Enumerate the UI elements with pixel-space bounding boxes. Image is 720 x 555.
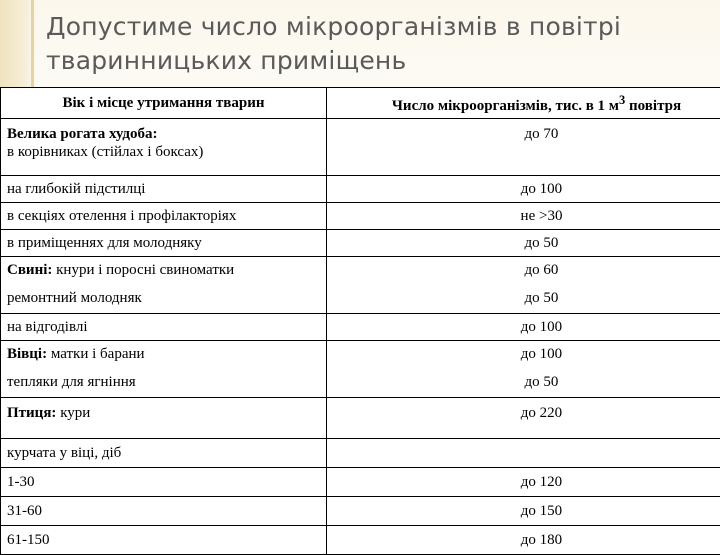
cell-calving-place: в секціях отелення і профілакторіях	[1, 203, 327, 230]
table-row-pigs-repair	[1, 283, 720, 314]
cell-calving-value: не >30	[327, 203, 720, 230]
table-row-poultry	[1, 398, 720, 439]
table-row-deep-litter	[1, 176, 720, 203]
cattle-place-text: в корівниках (стійлах і боксах)	[7, 143, 320, 161]
header-age-place: Вік і місце утримання тварин	[1, 88, 327, 119]
table-row-pigs	[1, 257, 720, 284]
header-microorganisms-tail: повітря	[625, 98, 681, 114]
header-unit-superscript: 3	[619, 93, 625, 107]
category-cattle: Велика рогата худоба:	[7, 125, 320, 143]
cell-pigs-fattening-place: на відгодівлі	[1, 314, 327, 341]
table-row-pigs-fattening	[1, 314, 720, 341]
cell-pigs-fattening-value: до 100	[327, 314, 720, 341]
cell-poultry-place	[1, 398, 327, 439]
decorative-band	[0, 0, 36, 90]
cell-poultry-value: до 220	[327, 398, 720, 439]
cell-pigs-value: до 60	[327, 257, 720, 284]
pigs-place-text: кнури і поросні свиноматки	[52, 262, 234, 278]
table-row-chicks-3	[1, 526, 720, 555]
cell-lambing-place: тепляки для ягніння	[1, 367, 327, 398]
cell-chicks-3-place: 61-150	[1, 526, 327, 555]
table-row-lambing	[1, 367, 720, 398]
cell-pigs-repair-place: ремонтний молодняк	[1, 283, 327, 314]
cell-chicks-2-place: 31-60	[1, 497, 327, 526]
cell-cattle-value: до 70	[327, 119, 720, 176]
sheep-place-text: матки і барани	[47, 346, 144, 362]
title-line-1: Допустиме число мікроорганізмів в повітрі	[46, 10, 706, 44]
header-microorganisms	[327, 88, 720, 119]
cell-young-place: в приміщеннях для молодняку	[1, 230, 327, 257]
category-poultry: Птиця:	[7, 405, 56, 421]
table-row-chicks-1	[1, 468, 720, 497]
table-row-chicks-header	[1, 439, 720, 468]
cell-chicks-3-value: до 180	[327, 526, 720, 555]
poultry-place-text: кури	[56, 405, 90, 421]
category-sheep: Вівці:	[7, 346, 47, 362]
table-row-chicks-2	[1, 497, 720, 526]
cell-lambing-value: до 50	[327, 367, 720, 398]
cell-chicks-1-value: до 120	[327, 468, 720, 497]
cell-chicks-1-place: 1-30	[1, 468, 327, 497]
table-row-sheep	[1, 341, 720, 368]
cell-cattle-place	[1, 119, 327, 176]
cell-chicks-2-value: до 150	[327, 497, 720, 526]
cell-chicks-header-value	[327, 439, 720, 468]
cell-sheep-place	[1, 341, 327, 368]
table-row-young	[1, 230, 720, 257]
cell-young-value: до 50	[327, 230, 720, 257]
table-row-cattle	[1, 119, 720, 176]
cell-deep-litter-place: на глибокій підстилці	[1, 176, 327, 203]
header-row	[1, 88, 720, 119]
cell-pigs-repair-value: до 50	[327, 283, 720, 314]
header-microorganisms-text: Число мікроорганізмів, тис. в 1 м	[392, 98, 619, 114]
cell-pigs-place	[1, 257, 327, 284]
microorganism-table	[0, 87, 720, 555]
title-line-2: тваринницьких приміщень	[46, 44, 706, 78]
table-row-calving	[1, 203, 720, 230]
slide-title	[46, 10, 706, 78]
category-pigs: Свині:	[7, 262, 52, 278]
cell-chicks-header-place: курчата у віці, діб	[1, 439, 327, 468]
cell-sheep-value: до 100	[327, 341, 720, 368]
cell-deep-litter-value: до 100	[327, 176, 720, 203]
